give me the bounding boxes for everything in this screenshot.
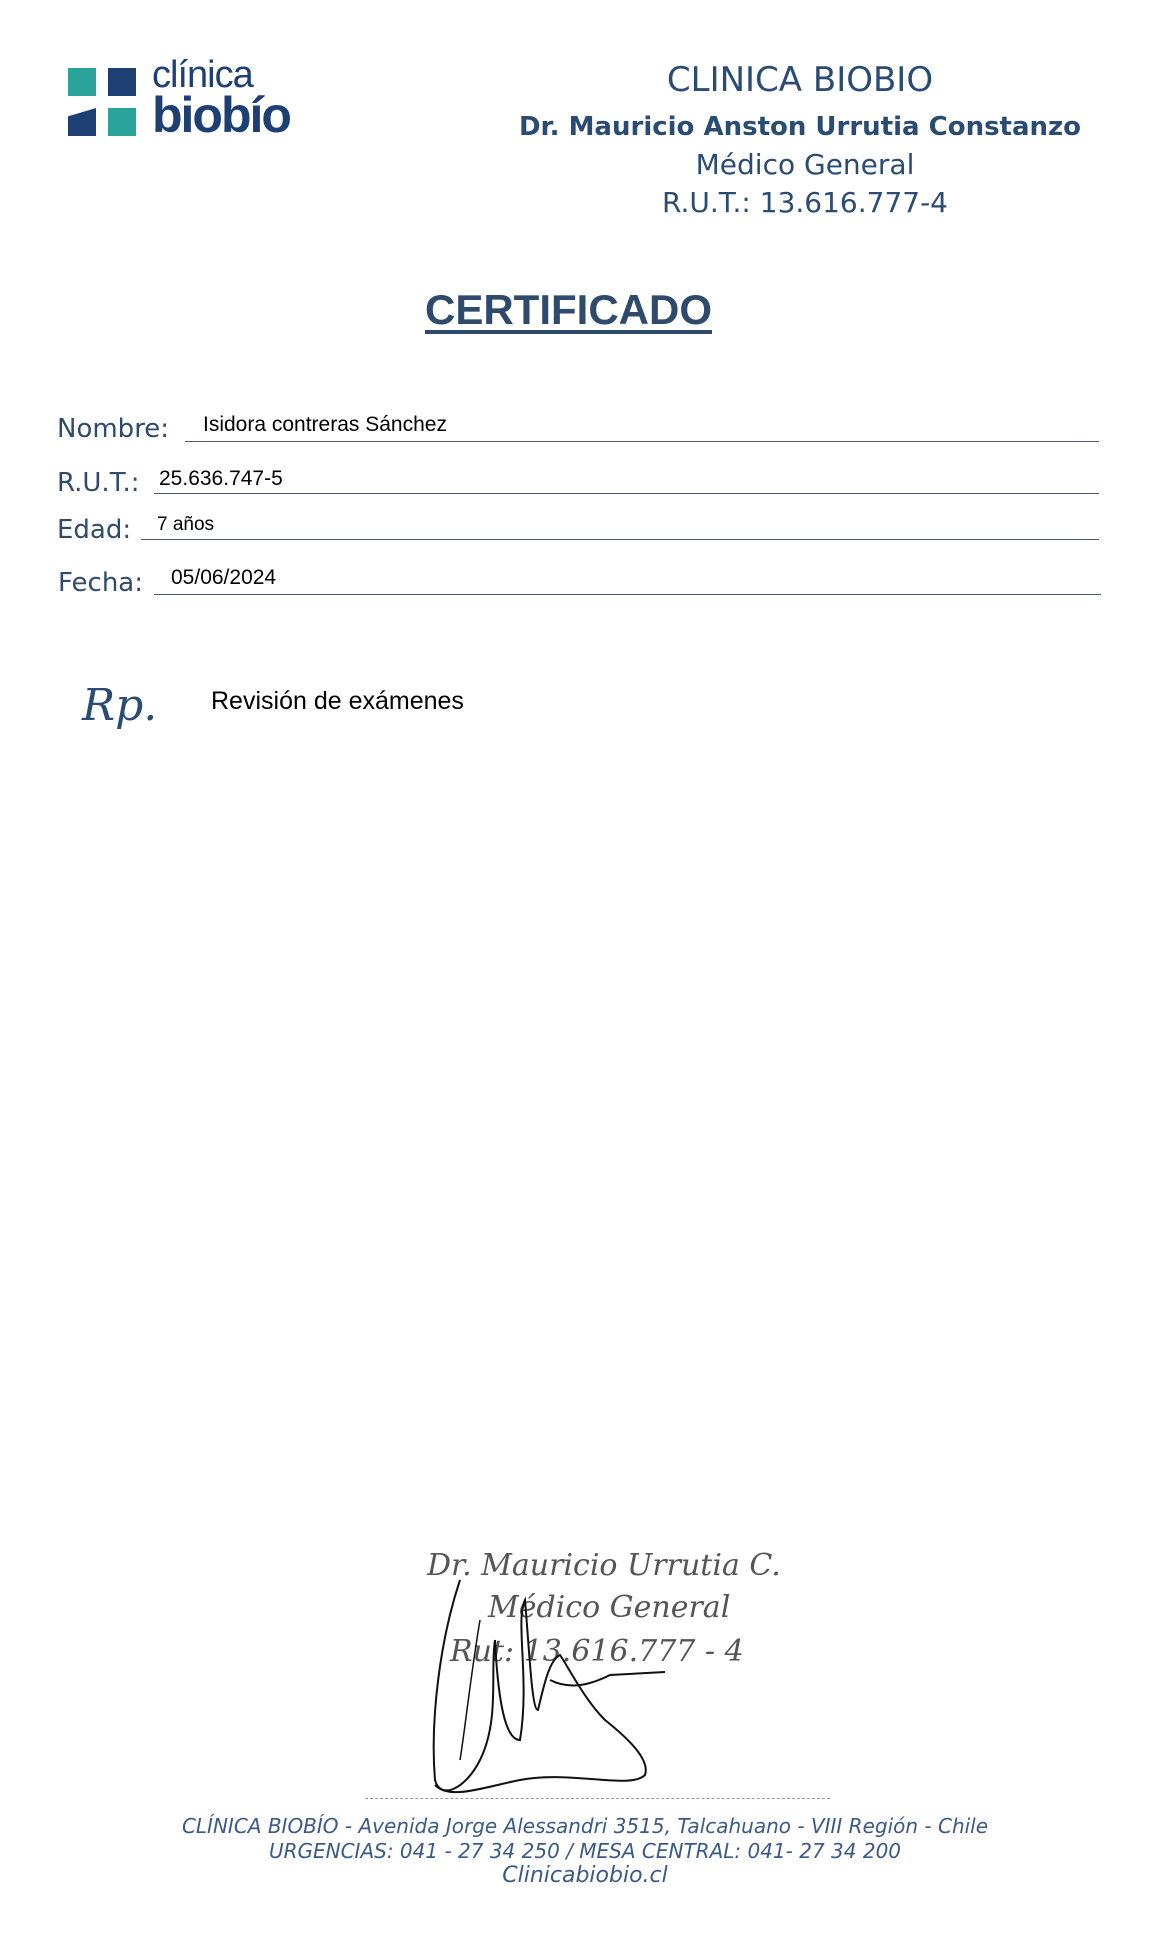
clinic-logo — [68, 56, 328, 146]
logo-square-teal-2 — [108, 108, 136, 136]
field-line-edad — [141, 539, 1099, 540]
footer-website: Clinicabiobio.cl — [502, 1863, 668, 1888]
field-value-nombre: Isidora contreras Sánchez — [203, 413, 447, 436]
footer-address: CLÍNICA BIOBÍO - Avenida Jorge Alessandri 3515, Talcahuano - VIII Región - Chile — [181, 1814, 989, 1838]
logo-word-biobio: biobío — [152, 87, 290, 143]
field-line-rut — [154, 493, 1099, 494]
document-title: CERTIFICADO — [425, 286, 712, 333]
logo-square-teal — [68, 68, 96, 96]
stamp-doctor-name: Dr. Mauricio Urrutia C. — [427, 1548, 781, 1583]
header-doctor-name: Dr. Mauricio Anston Urrutia Constanzo — [518, 112, 1082, 142]
rx-text: Revisión de exámenes — [211, 687, 464, 715]
field-value-rut: 25.636.747-5 — [159, 467, 283, 490]
field-label-nombre: Nombre: — [57, 414, 170, 444]
field-label-fecha: Fecha: — [58, 568, 143, 598]
field-value-fecha: 05/06/2024 — [171, 566, 277, 589]
field-line-nombre — [185, 441, 1099, 442]
signature-line — [365, 1798, 830, 1799]
handwritten-signature — [420, 1560, 680, 1810]
field-value-edad: 7 años — [157, 514, 215, 535]
logo-word-clinica: clínica — [152, 54, 253, 96]
field-line-fecha — [154, 594, 1101, 595]
footer-phones: URGENCIAS: 041 - 27 34 250 / MESA CENTRAL: 041- 27 34 200 — [268, 1839, 902, 1863]
header-rut: R.U.T.: 13.616.777-4 — [661, 186, 948, 219]
rx-symbol: Rp. — [82, 680, 158, 731]
logo-square-navy — [108, 68, 136, 96]
field-label-edad: Edad: — [57, 515, 132, 545]
stamp-rut: Rut: 13.616.777 - 4 — [450, 1634, 744, 1669]
stamp-specialty: Médico General — [488, 1590, 731, 1625]
logo-square-navy-cut — [68, 108, 96, 136]
header-specialty: Médico General — [695, 148, 915, 181]
field-label-rut: R.U.T.: — [57, 468, 140, 498]
header-clinic-name: CLINICA BIOBIO — [666, 60, 934, 100]
